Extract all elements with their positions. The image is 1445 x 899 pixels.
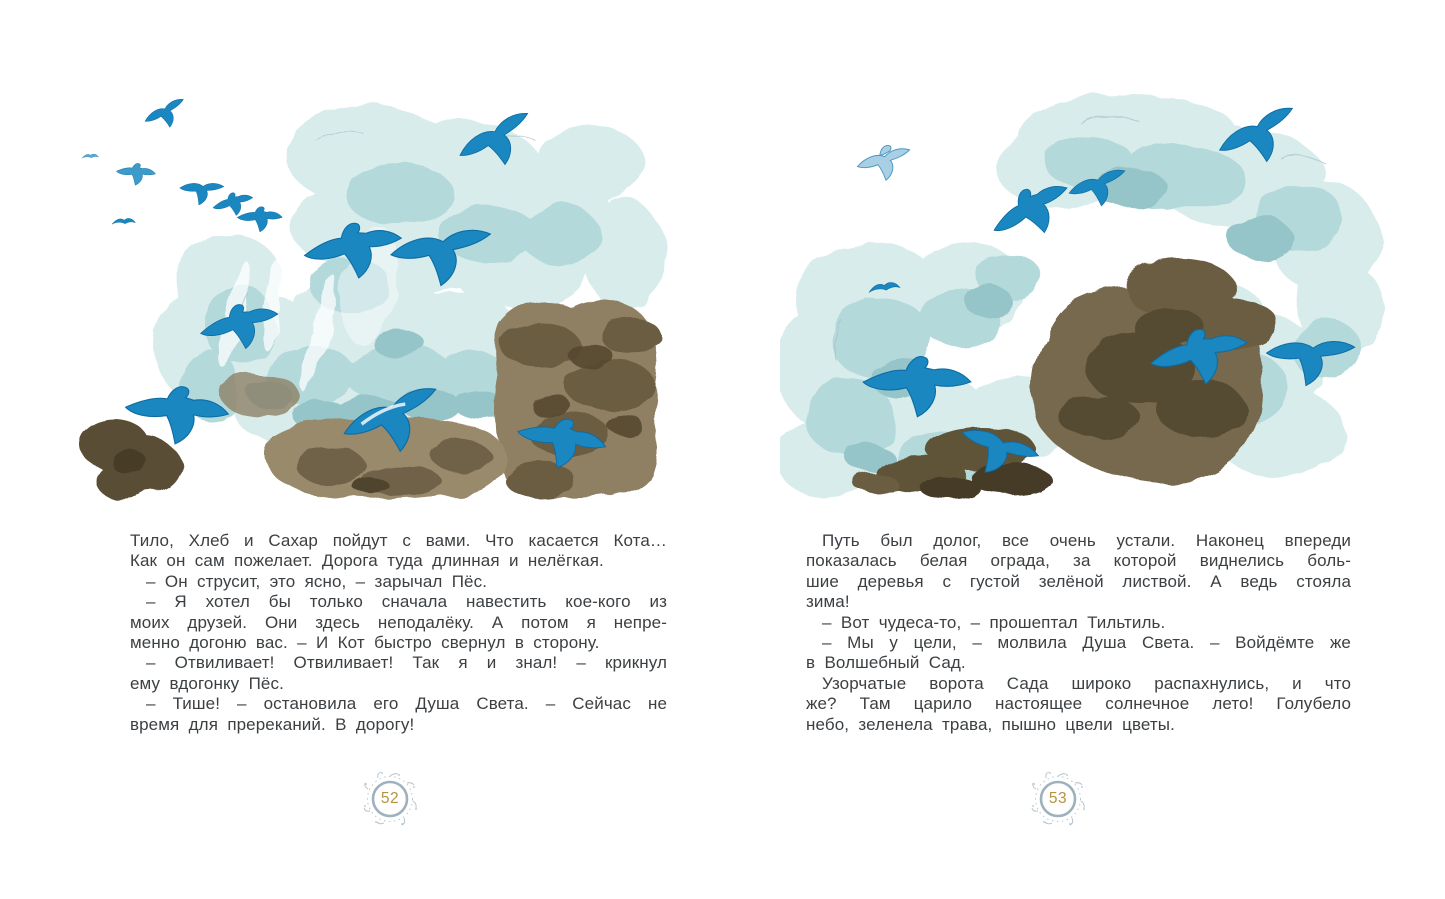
bird [112,218,135,224]
text-line: моих друзей. Они здесь неподалёку. А потом я непре- [130,612,667,632]
text-line: менно догоню вас. – И Кот быстро свернул в сторону. [130,633,600,653]
text-line: – Отвиливает! Отвиливает! Так я и знал! – крикнул [146,653,667,673]
left-page-text [130,531,667,735]
text-line: Путь был долог, все очень устали. Наконец впереди [822,531,1351,550]
text-line: ему вдогонку Пёс. [130,673,284,693]
left-illustration [70,85,680,510]
text-line: шие деревья с густой зелёной листвой. А ведь стояла [806,571,1351,591]
text-line: – Тише! – остановила его Душа Света. – Сейчас не [146,694,667,714]
text-line: показалась белая ограда, за которой виднелись боль- [806,551,1351,571]
rider-on-bird [857,145,909,180]
bird [142,98,188,132]
bird [236,204,283,234]
text-line: – Вот чудеса-то, – прошептал Тильтиль. [822,612,1166,632]
page-number: 53 [1048,790,1068,807]
text-line: – Я хотел бы только сначала навестить кое-кого из [146,592,667,612]
bird [82,154,99,158]
page-number-ornament-left [362,771,418,827]
right-page-text [806,531,1351,735]
text-line: время для пререканий. В дорогу! [130,714,415,734]
page-number: 52 [380,790,400,807]
text-line: Тило, Хлеб и Сахар пойдут с вами. Что касается Кота… [130,531,667,550]
text-line: небо, зеленела трава, пышно цвели цветы. [806,714,1175,734]
text-line: зима! [806,592,850,612]
text-line: – Мы у цели, – молвила Душа Света. – Войдёмте же [822,633,1351,653]
page-number-ornament-right [1030,771,1086,827]
text-line: – Он струсит, это ясно, – зарычал Пёс. [146,571,488,591]
text-line: же? Там царило настоящее солнечное лето! Голубело [806,694,1351,714]
text-line: Узорчатые ворота Сада широко распахнулись, и что [822,673,1351,693]
rock-bottom-left [80,420,180,500]
text-line: Как он сам пожелает. Дорога туда длинная и нелёгкая. [130,551,604,571]
bird [115,160,157,188]
right-illustration [780,88,1390,513]
text-line: в Волшебный Сад. [806,653,966,673]
